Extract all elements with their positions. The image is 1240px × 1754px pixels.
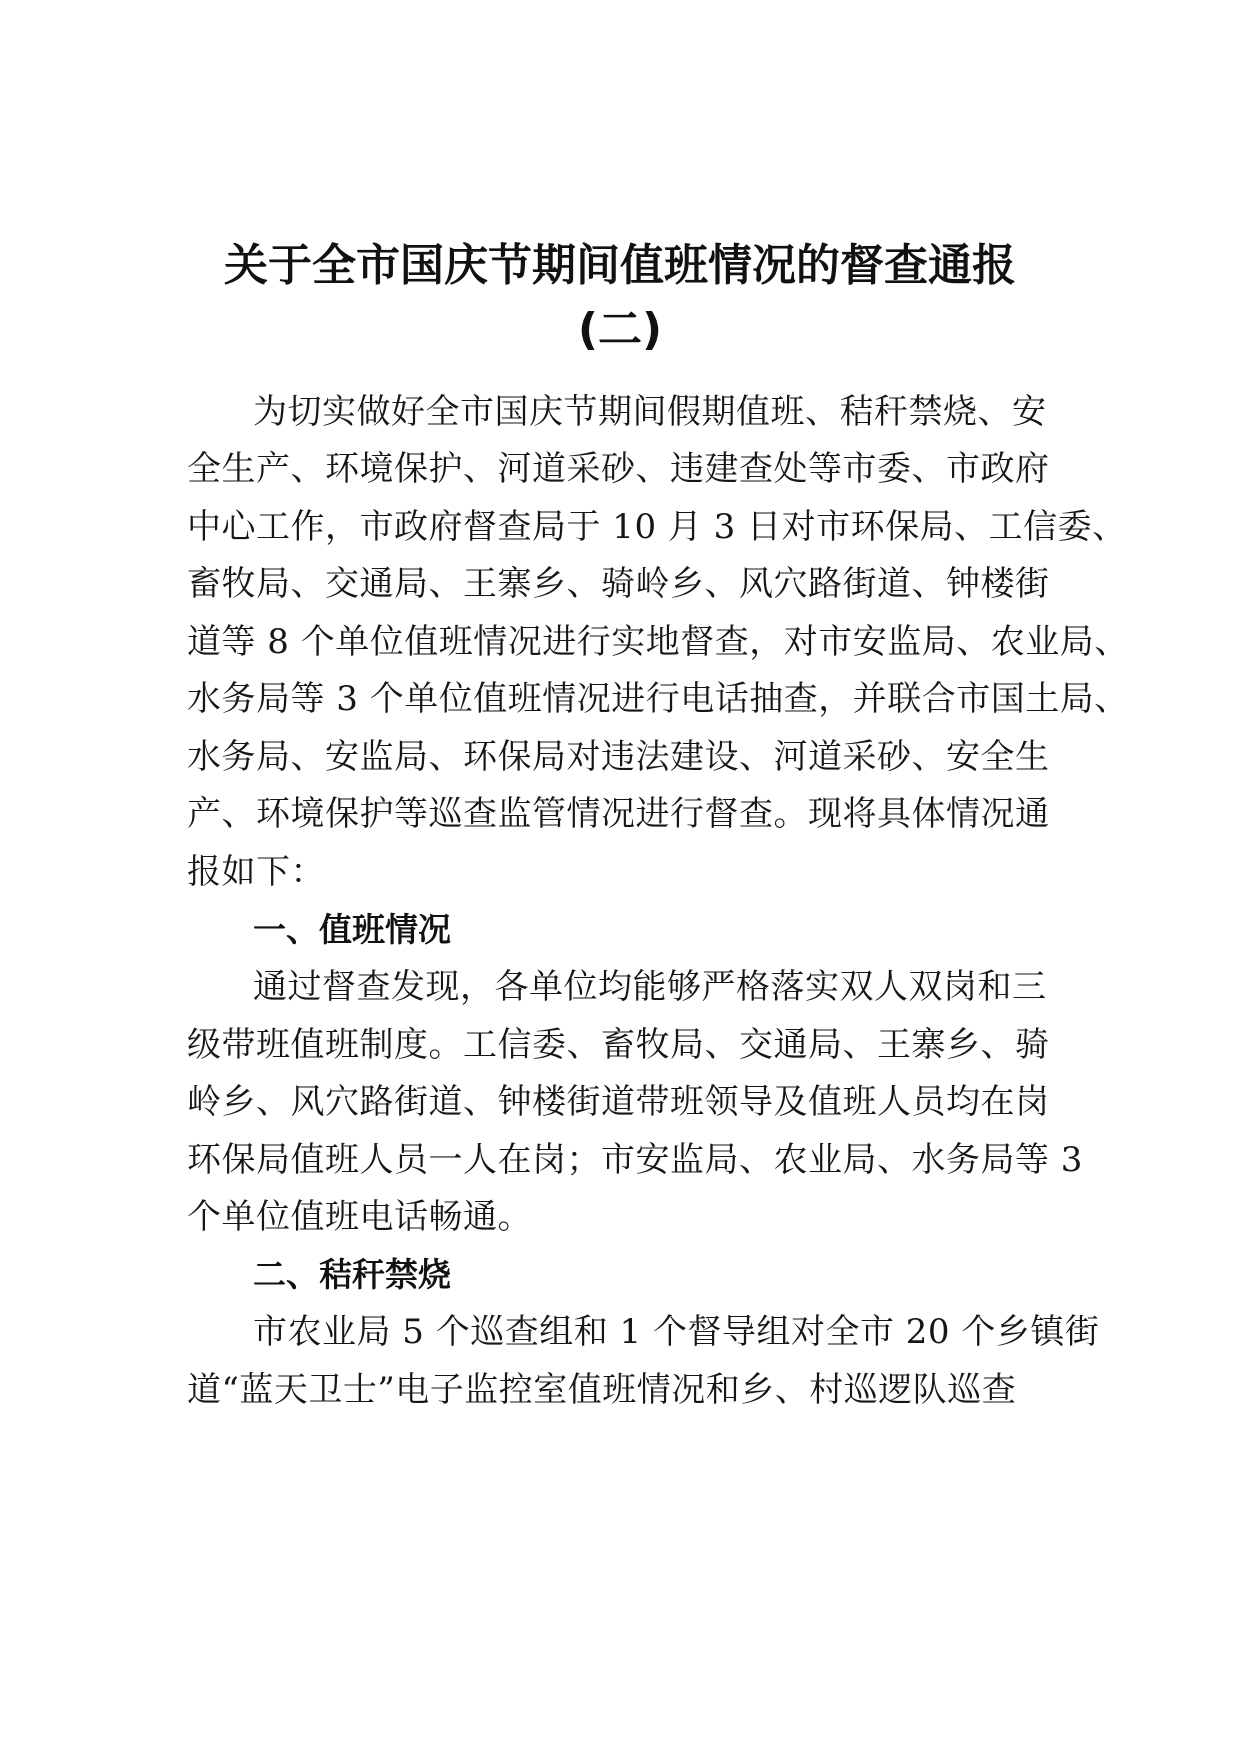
intro-line: 中心工作，市政府督查局于 10 月 3 日对市环保局、工信委、 — [187, 507, 1127, 547]
intro-line: 报如下： — [187, 852, 325, 892]
section-line: 个单位值班电话畅通。 — [187, 1197, 532, 1237]
section-line: 市农业局 5 个巡查组和 1 个督导组对全市 20 个乡镇街 — [253, 1312, 1100, 1352]
intro-line: 道等 8 个单位值班情况进行实地督查，对市安监局、农业局、 — [187, 622, 1129, 662]
section-line: 岭乡、风穴路街道、钟楼街道带班领导及值班人员均在岗 — [187, 1082, 1050, 1122]
section-heading-duty: 一、值班情况 — [253, 910, 451, 949]
intro-line: 产、环境保护等巡查监管情况进行督查。现将具体情况通 — [187, 794, 1050, 834]
section-line: 通过督查发现，各单位均能够严格落实双人双岗和三 — [253, 967, 1047, 1007]
intro-line: 水务局、安监局、环保局对违法建设、河道采砂、安全生 — [187, 737, 1050, 777]
section-line: 道“蓝天卫士”电子监控室值班情况和乡、村巡逻队巡查 — [187, 1370, 1017, 1410]
section-line: 环保局值班人员一人在岗；市安监局、农业局、水务局等 3 — [187, 1140, 1083, 1180]
section-line: 级带班值班制度。工信委、畜牧局、交通局、王寨乡、骑 — [187, 1025, 1050, 1065]
document-title: 关于全市国庆节期间值班情况的督查通报 — [224, 240, 1016, 291]
section-heading-straw-burning: 二、秸秆禁烧 — [253, 1255, 451, 1294]
intro-line: 全生产、环境保护、河道采砂、违建查处等市委、市政府 — [187, 449, 1050, 489]
intro-line: 水务局等 3 个单位值班情况进行电话抽查，并联合市国土局、 — [187, 679, 1129, 719]
intro-line: 为切实做好全市国庆节期间假期值班、秸秆禁烧、安 — [253, 392, 1047, 432]
intro-line: 畜牧局、交通局、王寨乡、骑岭乡、风穴路街道、钟楼街 — [187, 564, 1050, 604]
document-title-number: (二) — [577, 304, 663, 355]
